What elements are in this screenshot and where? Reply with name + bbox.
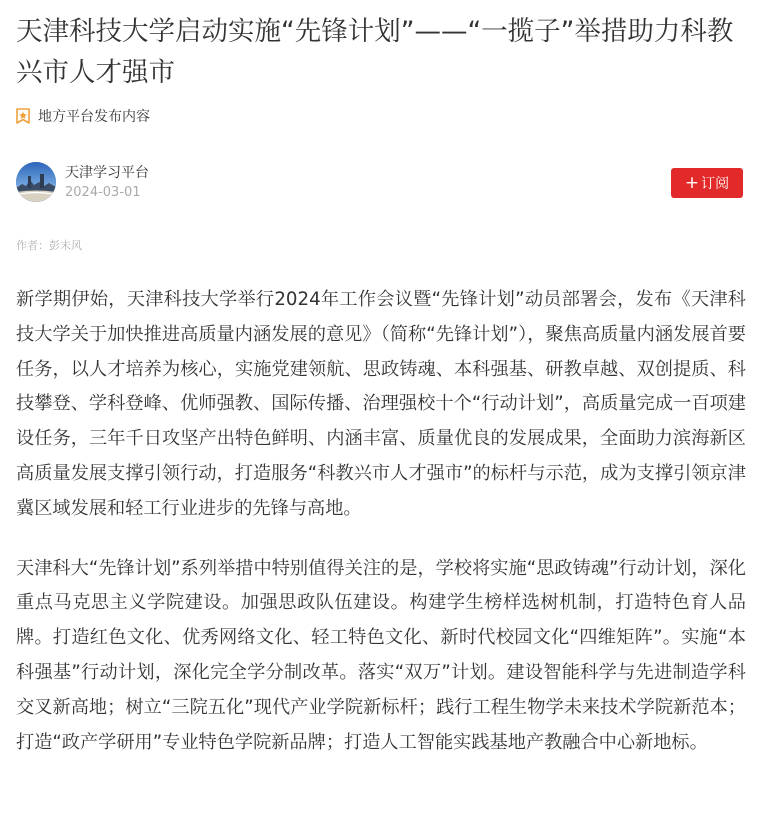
article-paragraph: 新学期伊始，天津科技大学举行2024年工作会议暨“先锋计划”动员部署会，发布《天津科技大学关于加快推进高质量内涵发展的意见》（简称“先锋计划”），聚焦高质量内涵发展首要任务，以人才培养为核心，实施党建领航、思政铸魂、本科强基、研教卓越、双创提质、科技攀登、学科登峰、优师强教、国际传播、治理强校十个“行动计划”，高质量完成一百项建设任务，三年千日攻坚产出特色鲜明、内涵丰富、质量优良的发展成果，全面助力滨海新区高质量发展支撑引领行动，打造服务“科教兴市人才强市”的标杆与示范，成为支撑引领京津冀区域发展和轻工行业进步的先锋与高地。 — [16, 289, 746, 519]
publish-date: 2024-03-01 — [65, 185, 141, 200]
source-tag — [16, 106, 150, 126]
article-paragraph: 天津科大“先锋计划”系列举措中特别值得关注的是，学校将实施“思政铸魂”行动计划，深化重点马克思主义学院建设。加强思政队伍建设。构建学生榜样选树机制，打造特色育人品牌。打造红色文化、优秀网络文化、轻工特色文化、新时代校园文化“四维矩阵”。实施“本科强基”行动计划，深化完全学分制改革。落实“双万”计划。建设智能科学与先进制造学科交叉新高地；树立“三院五化”现代产业学院新标杆；践行工程生物学未来技术学院新范本；打造“政产学研用”专业特色学院新品牌；打造人工智能实践基地产教融合中心新地标。 — [16, 557, 746, 753]
subscribe-label: 订阅 — [701, 176, 730, 192]
plus-icon: + — [684, 172, 700, 193]
subscribe-button[interactable] — [671, 168, 743, 198]
source-badge-icon — [16, 108, 30, 124]
article-body — [16, 283, 746, 785]
author-row — [16, 160, 743, 206]
account-avatar[interactable] — [16, 162, 56, 202]
account-name[interactable]: 天津学习平台 — [65, 165, 149, 181]
source-label: 地方平台发布内容 — [38, 109, 150, 125]
author-byline: 作者：彭未风 — [16, 239, 82, 252]
article-title: 天津科技大学启动实施“先锋计划”——“一揽子”举措助力科教兴市人才强市 — [16, 16, 734, 88]
